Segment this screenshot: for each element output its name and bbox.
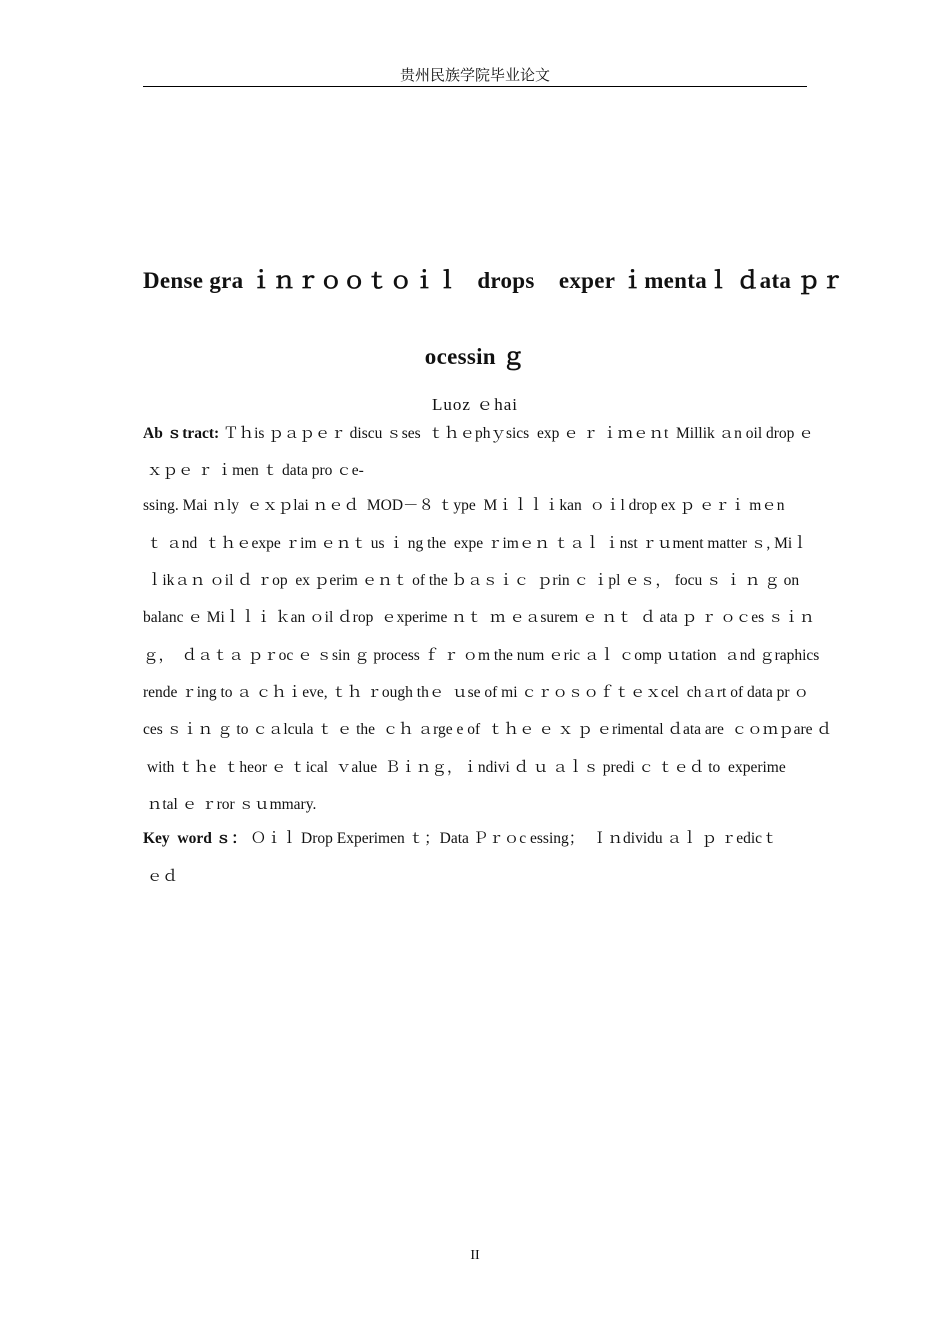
- keywords-text: Ｏｉｌ Drop Experimen ｔ；Data Ｐｒｏc essing； Ｉｎdividu ａｌ ｐ ｒedicｔ: [246, 830, 778, 847]
- paper-title-line-1: Dense gra ｉｎｒｏｏｔｏｉｌ drops exper ｉmentaｌ ｄata ｐｒ: [143, 268, 844, 293]
- abstract-line-11: ｎtal ｅ ｒror ｓｕmmary.: [143, 796, 317, 813]
- abstract-text: Ｔｈis ｐａｐｅｒ discu ｓses ｔｈｅphｙsics exp ｅ ｒ ｉｍｅｎt Millik ａn oil drop ｅ: [219, 425, 814, 442]
- abstract-line-6: balanc ｅ Miｌｌｉ ｋan ｏil ｄrop ｅxperime ｎｔ ｍ ｅａsurem ｅ ｎｔ ｄ ata ｐ ｒ ｏｃes ｓｉｎ: [143, 609, 815, 626]
- abstract-line-4: ｔ ａnd ｔｈｅexpe ｒim ｅｎｔ us ｉ ng the expe ｒimｅｎ ｔａｌ ｉnst ｒｕment matter ｓ, Miｌ: [143, 535, 808, 552]
- keywords-line-1: [143, 829, 813, 849]
- keywords-line-2: ｅｄ: [143, 868, 178, 885]
- abstract-line-10: with ｔｈe ｔheor ｅ ｔical ｖalue Ｂｉｎｇ，ｉndivi ｄ ｕ ａｌｓ predi ｃ ｔｅｄ to experime: [143, 759, 786, 776]
- author-name: Luoz ｅhai: [432, 395, 518, 414]
- abstract-label: Ab ｓtract:: [143, 425, 220, 442]
- abstract-line-9: ces ｓｉｎ ｇ to ｃａlcula ｔ ｅ the ｃｈ ａrge e of ｔｈｅ ｅ ｘ ｐ ｅrimental ｄata are ｃｏｍｐare ｄ: [143, 721, 832, 738]
- abstract-line-8: rende ｒing to ａ ｃｈｉeve, ｔｈ ｒough thｅ ｕse of mi ｃｒｏｓｏｆｔｅｘcel chａrt of data pr ｏ: [143, 684, 809, 701]
- keywords-label: Key word ｓ：: [143, 830, 247, 847]
- page-number: II: [470, 1248, 480, 1263]
- abstract-line-3: ssing. Mai ｎly ｅｘｐlai ｎｅｄ MOD－８ ｔype Mｉｌｌｉkan ｏｉl drop ex ｐ ｅｒｉ mｅn: [143, 497, 785, 514]
- abstract-line-1: [143, 424, 813, 444]
- paper-title-line-2: ocessin ｇ: [424, 344, 526, 369]
- abstract-line-2: ｘｐｅ ｒ ｉmen ｔ data pro ｃe-: [143, 462, 364, 479]
- header-rule: [143, 86, 807, 87]
- abstract-line-5: ｌikａｎ ｏil ｄ ｒop ex ｐerim ｅｎｔ of the ｂａｓｉｃ ｐrin ｃ ｉpl ｅｓ， focu ｓ ｉ ｎ ｇ on: [143, 572, 800, 589]
- abstract-line-7: ｇ， ｄａｔａ ｐｒoc ｅ ｓsin ｇ process ｆ ｒ ｏm the num ｅric ａｌ ｃomp ｕtation ａnd ｇraphics: [143, 647, 820, 664]
- running-header: 贵州民族学院毕业论文: [399, 66, 550, 84]
